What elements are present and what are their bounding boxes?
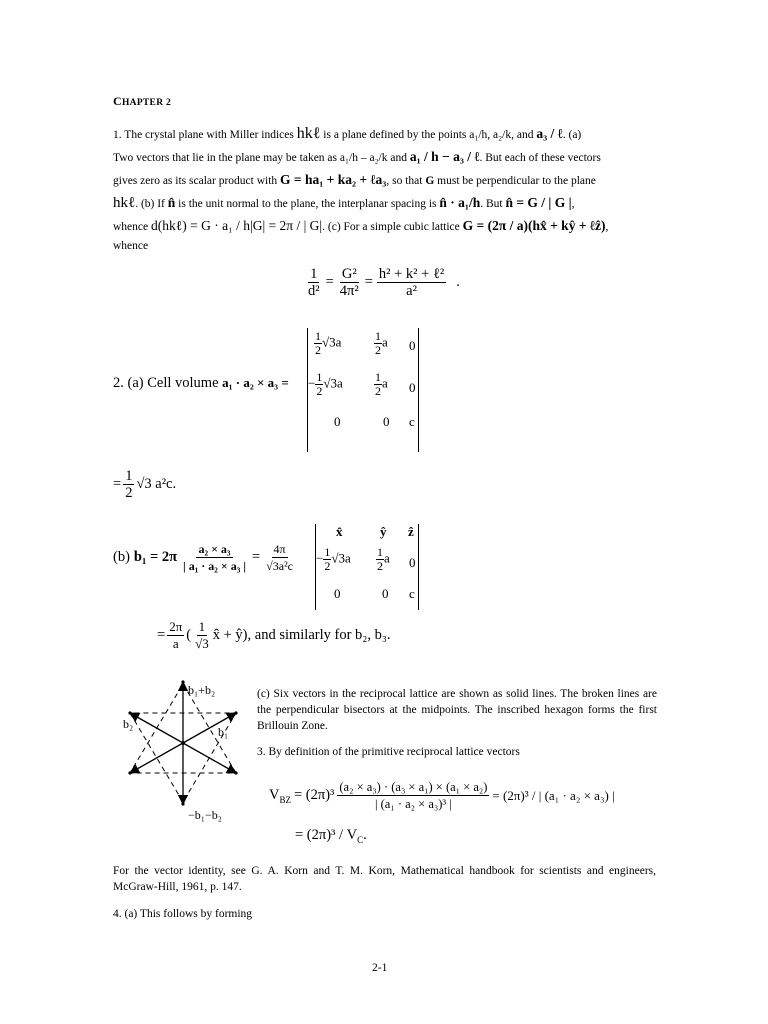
- p1-line-6: whence: [113, 240, 149, 252]
- det-cell: x̂: [336, 524, 343, 539]
- b1-fraction-2: [264, 541, 295, 574]
- numerator: 1: [310, 266, 318, 282]
- p1-line-2: [113, 146, 658, 169]
- equals-sign: =: [325, 274, 334, 290]
- det-cell: $\frac{1}{2}$ a: [375, 329, 388, 357]
- d-expr: d(hkℓ) = G · a₁ / h|G| = 2π / | G|: [151, 218, 323, 233]
- hkl-symbol: hkℓ: [296, 125, 321, 142]
- det-cell: 0: [334, 586, 341, 601]
- equals-sign: =: [157, 627, 166, 643]
- p1-text: . (b) If: [135, 198, 165, 210]
- problem-1: [113, 123, 658, 254]
- label-minus-b1-minus-b2: −b₁−b₂: [188, 808, 222, 822]
- p2c-text: (c) Six vectors in the reciprocal lattice are shown as solid lines. The broken lines are the perpendicular bisectors at the midpoints. The inscribed hexagon forms the first Brillouin Zone.: [257, 688, 657, 732]
- p1-line-3: [113, 169, 658, 192]
- label-b1: b₁: [218, 725, 229, 739]
- numerator: a₂ × a₃: [198, 542, 231, 556]
- denominator: a²: [406, 283, 417, 299]
- p1-text: ,: [571, 198, 575, 210]
- determinant-b: [315, 524, 419, 610]
- hkl-symbol: hkℓ: [113, 195, 136, 211]
- numerator: 2π: [169, 619, 183, 634]
- det-cell: − $\frac{1}{2}$ √3a: [316, 545, 351, 573]
- g-bold: G: [425, 175, 435, 187]
- numerator: G²: [341, 266, 357, 282]
- vbz-result: = $(2\pi)^3 / V_C$.: [295, 827, 367, 845]
- p2a-label: 2. (a) Cell volume: [113, 375, 219, 391]
- chapter-rest: HAPTER 2: [121, 98, 172, 108]
- det-cell: 0: [334, 414, 341, 429]
- n-hat: n̂: [167, 195, 176, 210]
- determinant-a: [307, 328, 419, 452]
- denominator: | (a₁ · a₂ × a₃)³ |: [375, 797, 452, 811]
- p1-line-1: [113, 123, 658, 146]
- p1-text: , so that: [386, 175, 423, 187]
- det-cell: 0: [409, 555, 416, 570]
- frac-1-over-d2: [306, 266, 322, 299]
- numerator: 4π: [273, 542, 286, 556]
- b1-result-tail: x̂ + ŷ), and similarly for b₂, b₃.: [212, 627, 391, 643]
- det-cell: 0: [409, 338, 416, 353]
- n-hat-def: n̂ = G / | G |: [505, 195, 572, 210]
- det-cell: $\frac{1}{2}$ √3a: [315, 329, 342, 357]
- chapter-heading: [113, 94, 171, 109]
- frac-1-sqrt3: [193, 619, 211, 652]
- volume-result: = $\frac{1}{2}$ √3 a²c.: [113, 468, 177, 501]
- frac-2pi-a: [167, 619, 184, 652]
- det-cell: 0: [382, 586, 389, 601]
- p1-text: . But: [480, 198, 503, 210]
- denominator: a: [172, 636, 179, 651]
- det-cell: 0: [409, 380, 416, 395]
- a3-over-l: a₃ / ℓ: [536, 126, 563, 141]
- p1-text: is a plane defined by the points a₁/h, a₂/k, and: [323, 129, 534, 141]
- g-vector-expr: G = ha₁ + ka₂ + ℓa₃: [280, 172, 387, 187]
- det-cell: c: [409, 586, 415, 601]
- det-cell: $\frac{1}{2}$ a: [375, 370, 388, 398]
- b1-fraction: [181, 541, 248, 574]
- b1-definition: (b) b₁ = 2π $\frac{\text{a₂ × a₃}}{\text{| a₁ · a₂ × a₃ |}}$ = $\frac{4\pi}{\text{√3a²c}}$: [113, 542, 293, 573]
- b1-result: [157, 619, 391, 652]
- equals-sign: =: [364, 274, 373, 290]
- vbz-lhs: $V_{BZ}$: [269, 786, 291, 805]
- det-cell: $\frac{1}{2}$ a: [377, 545, 390, 573]
- p2b-label: (b): [113, 549, 130, 565]
- p1-line-5: [113, 215, 658, 238]
- denominator: d²: [308, 283, 320, 299]
- denominator: 4π²: [339, 283, 359, 299]
- p2a-label-row: [113, 375, 289, 392]
- b1-expr: b₁ = 2π: [133, 549, 178, 565]
- frac-hkl: [377, 266, 446, 299]
- p1-text: whence: [113, 221, 149, 233]
- numerator: 1: [198, 619, 206, 634]
- equation-d-spacing: [306, 266, 460, 299]
- paren: (: [186, 627, 192, 643]
- det-cell: ẑ: [408, 524, 414, 539]
- p1-text: . (a): [562, 129, 582, 141]
- p1-text: . But each of these vectors: [479, 152, 601, 164]
- vbz-equation: [269, 779, 615, 812]
- p1-text: 1. The crystal plane with Miller indices: [113, 129, 294, 141]
- p1-text: ,: [605, 221, 609, 233]
- p4-text: 4. (a) This follows by forming: [113, 908, 253, 920]
- det-cell: ŷ: [380, 524, 387, 539]
- reciprocal-lattice-figure: [108, 672, 253, 827]
- p1-line-4: [113, 192, 658, 215]
- numerator: (a₂ × a₃) · (a₃ × a₁) × (a₁ × a₂): [339, 780, 488, 794]
- denominator: | a₁ · a₂ × a₃ |: [183, 559, 246, 573]
- det-cell: 0: [383, 414, 390, 429]
- p1-text: gives zero as its scalar product with: [113, 175, 278, 187]
- det-cell: − $\frac{1}{2}$ √3a: [308, 370, 343, 398]
- p3-text: 3. By definition of the primitive reciprocal lattice vectors: [257, 746, 520, 758]
- det-cell: c: [409, 414, 415, 429]
- frac-g2: [338, 266, 361, 299]
- label-b1-plus-b2: b₁+b₂: [188, 683, 216, 697]
- volume-expr: a₁ · a₂ × a₃ =: [222, 375, 289, 390]
- g-cubic-expr: G = (2π / a)(hx̂ + kŷ + ℓẑ): [462, 218, 606, 233]
- vbz-factor: = (2π)³: [294, 787, 335, 803]
- p1-text: is the unit normal to the plane, the interplanar spacing is: [178, 198, 437, 210]
- vbz-rhs: = (2π)³ / | (a₁ · a₂ × a₃) |: [492, 787, 615, 803]
- denominator: √3a²c: [266, 559, 293, 573]
- period: .: [456, 274, 460, 290]
- numerator: h² + k² + ℓ²: [378, 266, 445, 282]
- label-b2: b₂: [123, 717, 134, 731]
- p1-text: . (c) For a simple cubic lattice: [322, 221, 460, 233]
- denominator: √3: [195, 636, 209, 651]
- p1-text: must be perpendicular to the plane: [437, 175, 596, 187]
- chapter-prefix: C: [113, 94, 122, 108]
- p1-text: Two vectors that lie in the plane may be taken as a₁/h – a₂/k and: [113, 152, 407, 164]
- vector-diff: a₁ / h − a₃ / ℓ: [409, 149, 480, 164]
- vbz-fraction: [337, 779, 489, 812]
- spacing-expr: n̂ · a₁/h: [439, 195, 481, 210]
- page-number: 2-1: [372, 962, 388, 974]
- reference-note: For the vector identity, see G. A. Korn and T. M. Korn, Mathematical handbook for scientists and engineers, McGraw-Hill, 1961, p. 147.: [113, 865, 656, 893]
